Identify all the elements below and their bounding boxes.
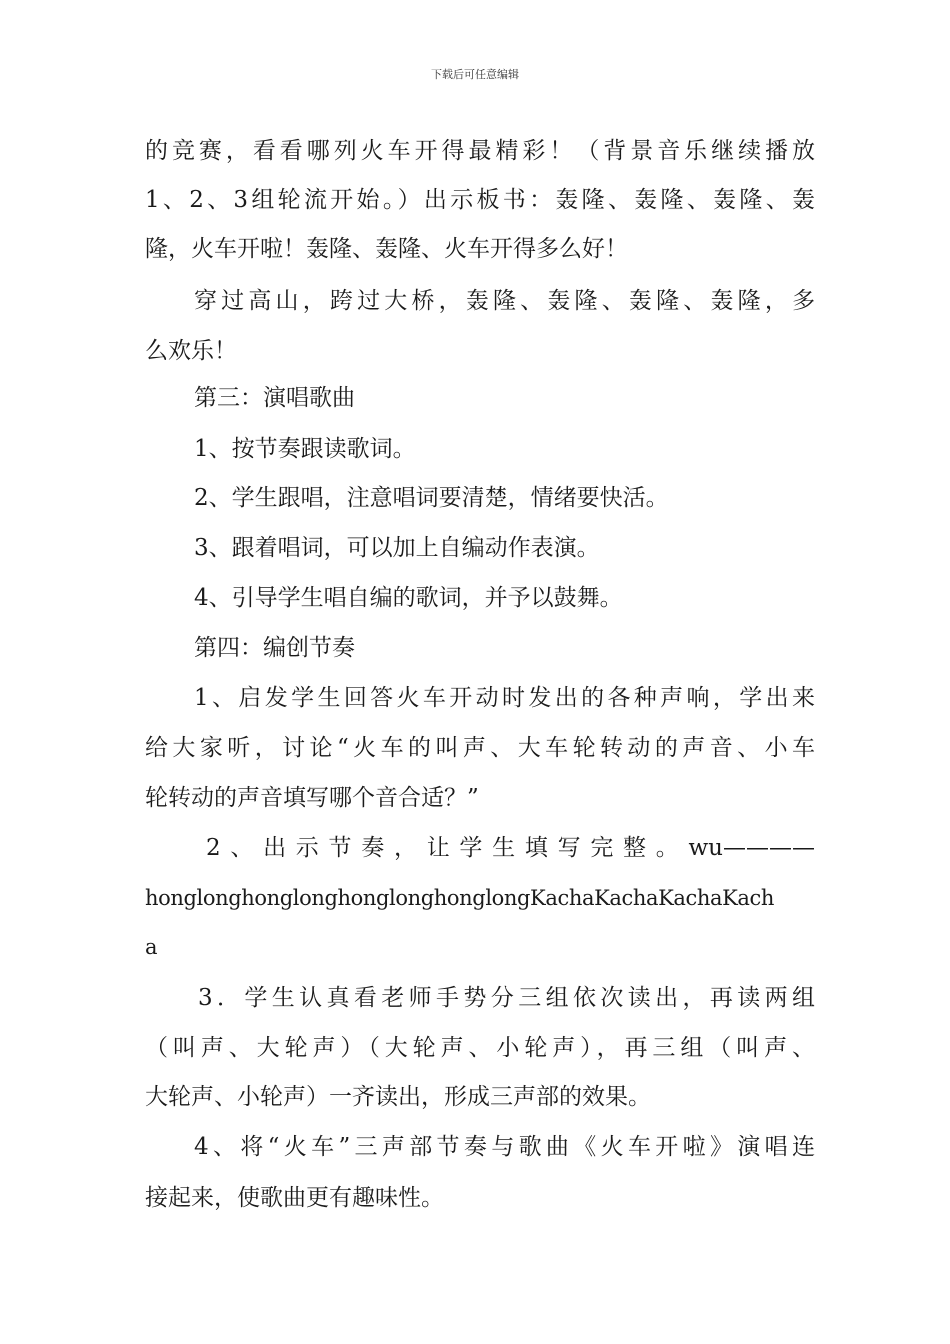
text-line: 么欢乐！ bbox=[145, 338, 237, 364]
text-line: （叫声、大轮声）（大轮声、小轮声），再三组（叫声、 bbox=[145, 1035, 815, 1061]
text-line: a bbox=[145, 935, 158, 959]
text-line: 2、出示节奏，让学生填写完整。wu———— bbox=[206, 835, 815, 861]
list-item: 2、学生跟唱，注意唱词要清楚，情绪要快活。 bbox=[194, 485, 669, 511]
text-line: 穿过高山，跨过大桥，轰隆、轰隆、轰隆、轰隆，多 bbox=[194, 288, 815, 314]
text-line: 给大家听，讨论“火车的叫声、大车轮转动的声音、小车 bbox=[145, 735, 815, 761]
page-header: 下载后可任意编辑 bbox=[431, 68, 519, 81]
text-line: 的竞赛，看看哪列火车开得最精彩！（背景音乐继续播放 bbox=[145, 138, 815, 164]
text-line: 1、启发学生回答火车开动时发出的各种声响，学出来 bbox=[194, 685, 815, 711]
text-line: 1、2、3组轮流开始。）出示板书：轰隆、轰隆、轰隆、轰 bbox=[145, 187, 815, 213]
section-heading: 第三：演唱歌曲 bbox=[194, 385, 355, 411]
text-line: 隆，火车开啦！轰隆、轰隆、火车开得多么好！ bbox=[145, 236, 628, 262]
text-line: 大轮声、小轮声）一齐读出，形成三声部的效果。 bbox=[145, 1084, 651, 1110]
text-line: 轮转动的声音填写哪个音合适？” bbox=[145, 785, 479, 811]
list-item: 3、跟着唱词，可以加上自编动作表演。 bbox=[194, 535, 600, 561]
text-line: 4、将“火车”三声部节奏与歌曲《火车开啦》演唱连 bbox=[194, 1134, 815, 1160]
section-heading: 第四：编创节奏 bbox=[194, 635, 355, 661]
text-line: 接起来，使歌曲更有趣味性。 bbox=[145, 1185, 444, 1211]
text-line: honglonghonglonghonglonghonglongKachaKachaKachaKach bbox=[145, 886, 774, 910]
list-item: 1、按节奏跟读歌词。 bbox=[194, 436, 416, 462]
text-line: 3．学生认真看老师手势分三组依次读出，再读两组 bbox=[198, 985, 815, 1011]
list-item: 4、引导学生唱自编的歌词，并予以鼓舞。 bbox=[194, 585, 623, 611]
